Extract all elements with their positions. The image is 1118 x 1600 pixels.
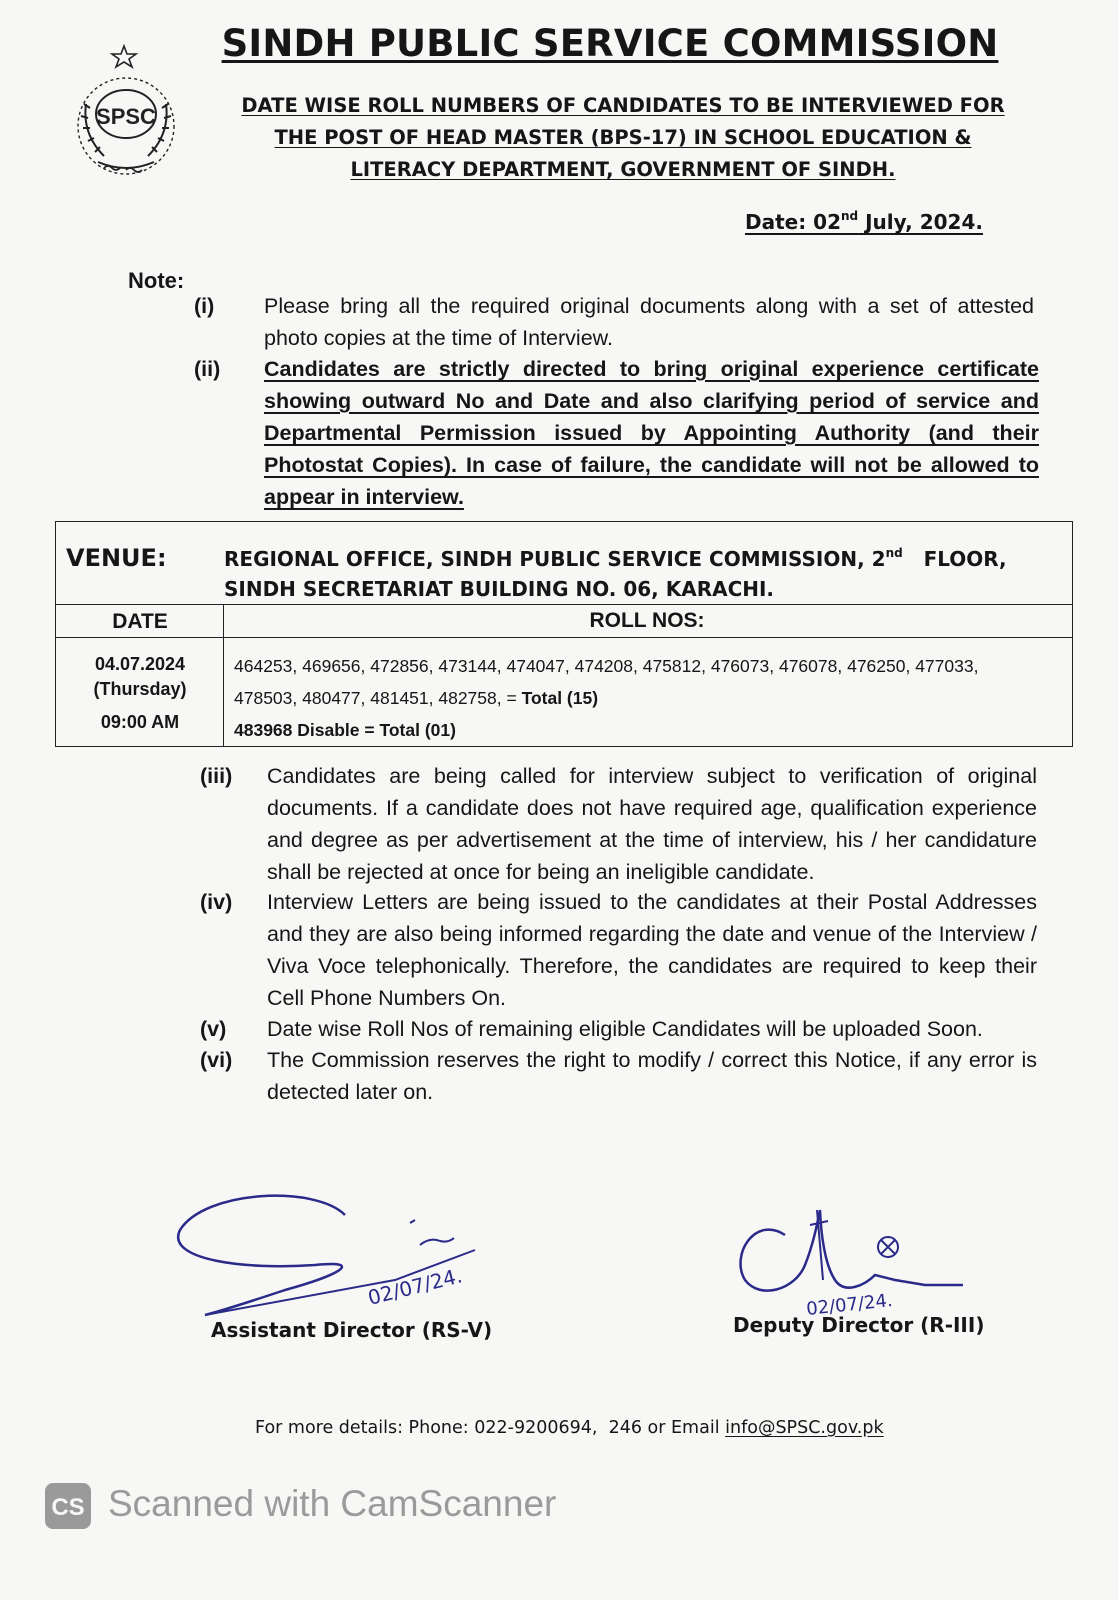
table-cell-date: 04.07.2024 (Thursday) 09:00 AM <box>93 654 187 732</box>
note-text: Interview Letters are being issued to the candidates at their Postal Addresses and they are also being informed regarding the date and venue of the Interview / Viva Voce telephonically. Therefore, the candidates are required to keep their Cell Phone Numbers On. <box>267 890 1037 1010</box>
note-number: (iv) <box>200 890 233 914</box>
note-text: Please bring all the required original documents along with a set of attested photo copies at the time of Interview. <box>264 294 1034 350</box>
venue-address: REGIONAL OFFICE, SINDH PUBLIC SERVICE COMMISSION, 2nd FLOOR, SINDH SECRETARIAT BUILDING NO. 06, KARACHI. <box>224 546 1007 601</box>
note-text: The Commission reserves the right to modify / correct this Notice, if any error is detected later on. <box>267 1048 1037 1104</box>
table-header-date: DATE <box>112 610 168 633</box>
schedule-table <box>55 521 1073 747</box>
organization-name: SINDH PUBLIC SERVICE COMMISSION <box>221 22 999 65</box>
venue-label: VENUE: <box>66 544 167 572</box>
table-cell-roll-numbers: 464253, 469656, 472856, 473144, 474047, 474208, 475812, 476073, 476078, 476250, 477033, 478503, 480477, 481451, 482758, = Total (15) 483968 Disable = Total (01) <box>234 656 979 740</box>
note-number: (vi) <box>200 1048 233 1072</box>
note-number: (i) <box>194 294 215 318</box>
footer-text: For more details: Phone: 022-9200694, 246 or Email <box>255 1418 726 1438</box>
logo-text: SPSC <box>96 104 156 129</box>
note-label: Note: <box>128 268 185 293</box>
assistant-director-title: Assistant Director (RS-V) <box>211 1318 493 1342</box>
heading-line: DATE WISE ROLL NUMBERS OF CANDIDATES TO BE INTERVIEWED FOR <box>241 94 1005 117</box>
svg-text:CS: CS <box>51 1494 85 1521</box>
assistant-director-signature-date: 02/07/24. <box>365 1263 465 1310</box>
note-number: (v) <box>200 1017 227 1041</box>
email-link[interactable]: info@SPSC.gov.pk <box>725 1418 884 1438</box>
notice-date: Date: 02nd July, 2024. <box>745 209 983 234</box>
note-number: (iii) <box>200 764 233 788</box>
camscanner-watermark: Scanned with CamScanner <box>108 1483 557 1524</box>
assistant-director-signature <box>165 1185 495 1325</box>
deputy-director-signature-date: 02/07/24. <box>805 1290 894 1320</box>
deputy-director-signature <box>725 1205 985 1330</box>
heading-line: THE POST OF HEAD MASTER (BPS-17) IN SCHOOL EDUCATION & <box>274 126 972 149</box>
note-text: Candidates are being called for interview subject to verification of original documents. If a candidate does not have required age, qualification experience and degree as per advertisement at the time of interview, his / her candidature shall be rejected at once for being an ineligible candidate. <box>267 764 1037 884</box>
camscanner-icon <box>44 1482 92 1530</box>
contact-footer <box>255 1418 884 1438</box>
notice-heading <box>200 90 1046 186</box>
note-number: (ii) <box>194 357 221 381</box>
heading-line: LITERACY DEPARTMENT, GOVERNMENT OF SINDH. <box>350 158 896 181</box>
deputy-director-title: Deputy Director (R-III) <box>733 1313 985 1337</box>
note-text: Candidates are strictly directed to bring original experience certificate showing outward No and Date and also clarifying period of service and Departmental Permission issued by Appointing Authority (and their Photostat Copies). In case of failure, the candidate will not be allowed to appear in interview. <box>264 357 1039 509</box>
note-text: Date wise Roll Nos of remaining eligible Candidates will be uploaded Soon. <box>267 1017 983 1041</box>
table-header-roll-nos: ROLL NOS: <box>589 609 705 632</box>
